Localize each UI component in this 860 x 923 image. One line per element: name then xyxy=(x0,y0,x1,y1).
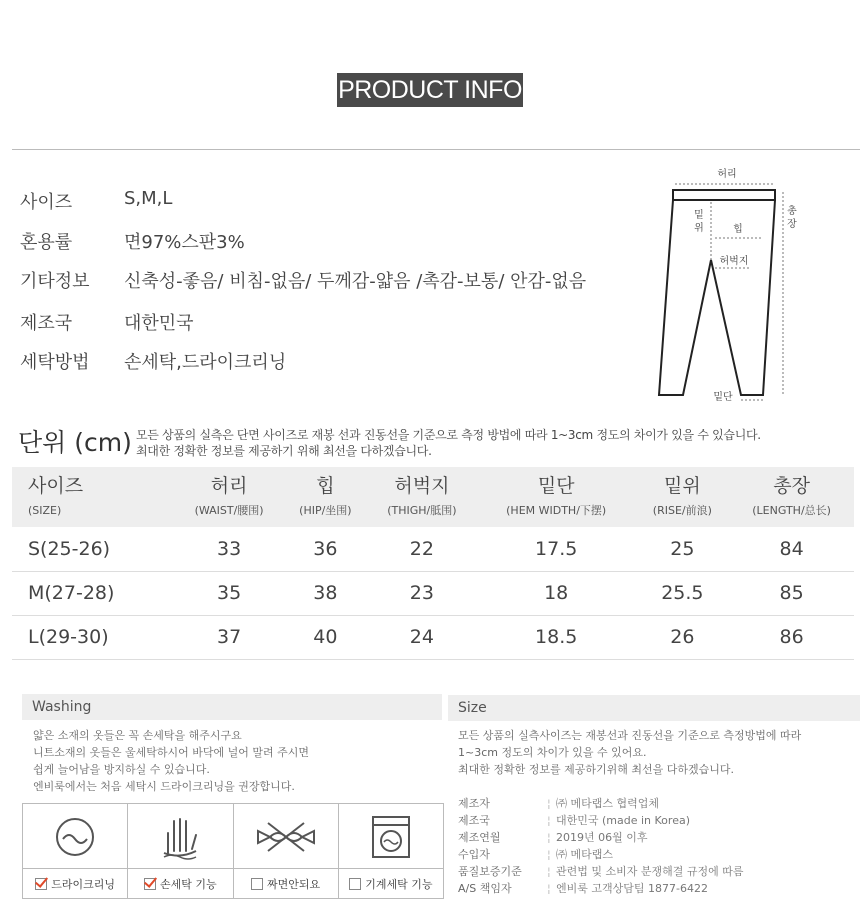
waist-label: 허리 xyxy=(717,169,737,180)
table-cell: 26 xyxy=(636,615,730,659)
size-line: 1~3cm 정도의 차이가 있을 수 있어요. xyxy=(458,746,647,759)
wash-option-machine-wash xyxy=(339,804,443,898)
dry-clean-icon xyxy=(53,815,97,859)
table-cell: 25.5 xyxy=(636,571,730,615)
header-hem: 밑단 (HEM WIDTH/下摆) xyxy=(477,467,636,527)
divider xyxy=(12,149,860,150)
unit-note: 모든 상품의 실측은 단면 사이즈로 재봉 선과 진동선을 기준으로 측정 방법에 따라 1~3cm 정도의 차이가 있을 수 있습니다. xyxy=(136,428,761,442)
washing-line: 니트소재의 옷들은 울세탁하시어 바닥에 널어 말려 주시면 xyxy=(33,746,310,759)
rise-label-2: 위 xyxy=(694,223,704,234)
wash-label: 기계세탁 기능 xyxy=(365,877,433,891)
info-value: 손세탁,드라이크리닝 xyxy=(124,352,287,373)
info-value: 대한민국 xyxy=(124,313,194,334)
washing-text xyxy=(33,727,309,795)
table-cell: 84 xyxy=(729,527,854,571)
no-wring-icon xyxy=(254,819,318,855)
wash-option-dry-clean xyxy=(23,804,128,898)
table-row xyxy=(12,571,854,615)
table-cell: 23 xyxy=(367,571,477,615)
wash-label: 손세탁 기능 xyxy=(160,877,217,891)
table-cell: L(29-30) xyxy=(12,615,174,659)
header-length: 총장 (LENGTH/总长) xyxy=(729,467,854,527)
meta-row: 제조국 ¦ 대한민국 (made in Korea) xyxy=(458,812,848,829)
table-cell: 17.5 xyxy=(477,527,636,571)
washing-line: 엔비룩에서는 처음 세탁시 드라이크리닝을 권장합니다. xyxy=(33,780,295,793)
table-cell: 33 xyxy=(174,527,283,571)
info-value: S,M,L xyxy=(124,188,173,209)
checkbox-checked xyxy=(144,878,156,890)
meta-row: A/S 책임자 ¦ 엔비룩 고객상담팀 1877-6422 xyxy=(458,880,848,897)
table-row xyxy=(12,527,854,571)
info-value: 면97%스판3% xyxy=(124,232,245,253)
washing-line: 쉽게 늘어남을 방지하실 수 있습니다. xyxy=(33,763,210,776)
hand-wash-icon xyxy=(158,813,202,861)
length-label-2: 장 xyxy=(787,219,797,230)
hip-label: 힙 xyxy=(733,224,743,235)
pants-outline-icon xyxy=(645,160,805,410)
header-hip: 힙 (HIP/坐围) xyxy=(284,467,367,527)
meta-row: 품질보증기준 ¦ 관련법 및 소비자 분쟁해결 규정에 따름 xyxy=(458,863,848,880)
pants-measurement-diagram xyxy=(645,160,805,410)
thigh-label: 허벅지 xyxy=(719,256,749,267)
wash-label: 드라이크리닝 xyxy=(51,877,115,891)
table-cell: 18 xyxy=(477,571,636,615)
info-label: 사이즈 xyxy=(20,192,73,213)
washing-header: Washing xyxy=(22,694,442,720)
table-header-row xyxy=(12,467,854,527)
size-text xyxy=(458,727,801,778)
table-cell: 36 xyxy=(284,527,367,571)
machine-wash-icon xyxy=(369,813,413,861)
unit-title: 단위 (cm) xyxy=(18,428,132,457)
hem-label: 밑단 xyxy=(713,392,733,403)
product-meta xyxy=(458,795,848,897)
table-cell: 24 xyxy=(367,615,477,659)
rise-label-1: 밑 xyxy=(694,210,704,221)
unit-note: 최대한 정확한 정보를 제공하기 위해 최선을 다하겠습니다. xyxy=(136,444,432,458)
info-label: 혼용률 xyxy=(20,232,73,253)
header-waist: 허리 (WAIST/腰围) xyxy=(174,467,283,527)
table-cell: 86 xyxy=(729,615,854,659)
checkbox-checked xyxy=(35,878,47,890)
wash-option-hand-wash xyxy=(128,804,233,898)
table-cell: 40 xyxy=(284,615,367,659)
table-cell: 18.5 xyxy=(477,615,636,659)
table-cell: 35 xyxy=(174,571,283,615)
table-cell: M(27-28) xyxy=(12,571,174,615)
size-table xyxy=(12,467,854,660)
checkbox-unchecked xyxy=(251,878,263,890)
table-cell: 37 xyxy=(174,615,283,659)
size-line: 모든 상품의 실측사이즈는 재봉선과 진동선을 기준으로 측정방법에 따라 xyxy=(458,729,802,742)
length-label-1: 총 xyxy=(787,206,797,217)
table-cell: 85 xyxy=(729,571,854,615)
table-cell: 25 xyxy=(636,527,730,571)
info-label: 세탁방법 xyxy=(20,352,90,373)
header-thigh: 허벅지 (THIGH/胝围) xyxy=(367,467,477,527)
meta-row: 수입자 ¦ ㈜ 메타랩스 xyxy=(458,846,848,863)
size-header: Size xyxy=(448,695,860,721)
meta-row: 제조자 ¦ ㈜ 메타랩스 협력업체 xyxy=(458,795,848,812)
meta-row: 제조연월 ¦ 2019년 06월 이후 xyxy=(458,829,848,846)
info-value: 신축성-좋음/ 비침-없음/ 두께감-얇음 /촉감-보통/ 안감-없음 xyxy=(124,271,587,292)
info-label: 제조국 xyxy=(20,313,73,334)
table-row xyxy=(12,615,854,659)
washing-icons xyxy=(22,803,444,899)
header-size: 사이즈 (SIZE) xyxy=(12,467,174,527)
page-title: PRODUCT INFO xyxy=(337,73,523,107)
table-cell: 38 xyxy=(284,571,367,615)
checkbox-unchecked xyxy=(349,878,361,890)
header-rise: 밑위 (RISE/前浪) xyxy=(636,467,730,527)
table-cell: 22 xyxy=(367,527,477,571)
wash-option-no-wring xyxy=(234,804,339,898)
wash-label: 짜면안되요 xyxy=(267,877,321,891)
info-label: 기타정보 xyxy=(20,271,90,292)
washing-line: 얇은 소재의 옷들은 꼭 손세탁을 해주시구요 xyxy=(33,729,242,742)
table-cell: S(25-26) xyxy=(12,527,174,571)
size-line: 최대한 정확한 정보를 제공하기위해 최선을 다하겠습니다. xyxy=(458,763,735,776)
